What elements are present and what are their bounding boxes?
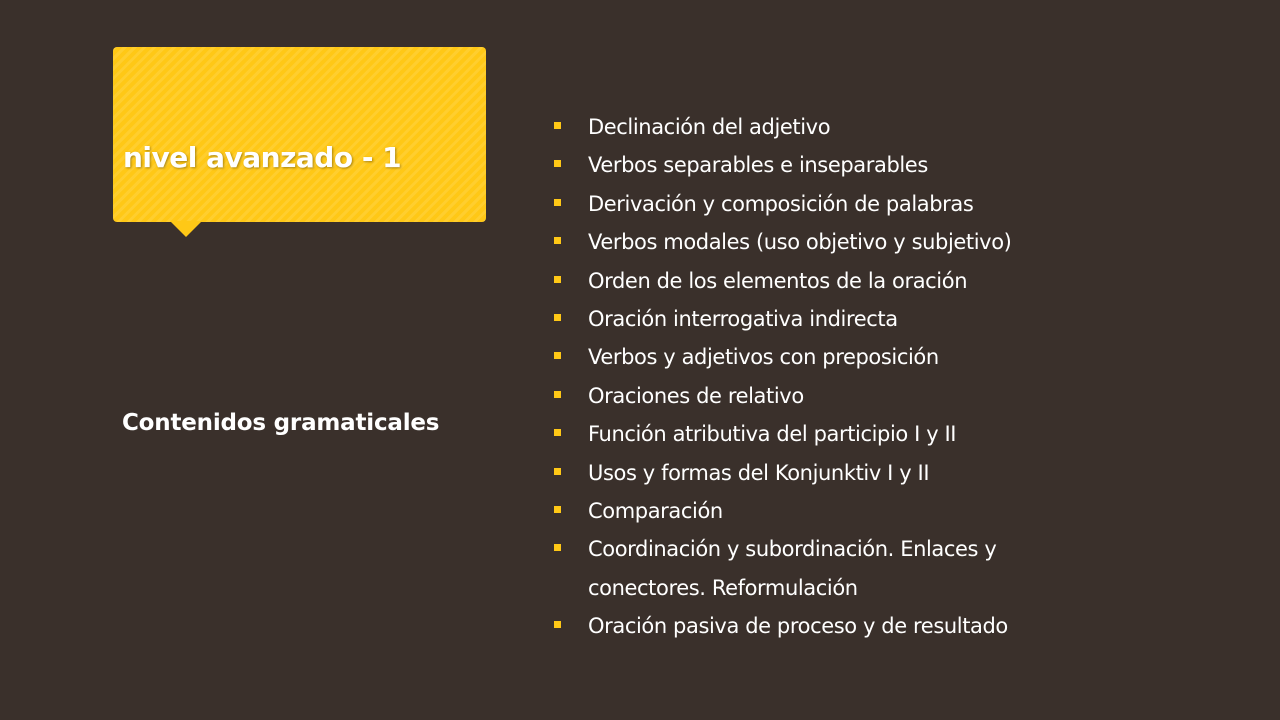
grammar-topics-list [552, 108, 1072, 646]
square-bullet-icon [554, 429, 561, 436]
list-item [552, 377, 1072, 415]
square-bullet-icon [554, 621, 561, 628]
list-item [552, 185, 1072, 223]
square-bullet-icon [554, 352, 561, 359]
square-bullet-icon [554, 506, 561, 513]
list-item-text: Declinación del adjetivo [588, 115, 831, 139]
list-item [552, 454, 1072, 492]
list-item [552, 530, 1072, 607]
list-item [552, 415, 1072, 453]
list-item-text: Oración interrogativa indirecta [588, 307, 898, 332]
list-item-text: Oraciones de relativo [588, 383, 804, 408]
list-item-text: Comparación [588, 499, 723, 524]
callout-pointer [170, 221, 202, 237]
list-item-text: Usos y formas del Konjunktiv I y II [588, 460, 930, 485]
list-item-text: Verbos separables e inseparables [588, 153, 928, 178]
slide-title: nivel avanzado - 1 [123, 141, 402, 174]
list-item [552, 146, 1072, 184]
list-item [552, 300, 1072, 338]
list-item [552, 338, 1072, 376]
square-bullet-icon [554, 544, 561, 551]
list-item-text: Oración pasiva de proceso y de resultado [588, 614, 1008, 639]
list-item-text: Verbos modales (uso objetivo y subjetivo) [588, 230, 1012, 255]
square-bullet-icon [554, 468, 561, 475]
list-item-text: Función atributiva del participio I y II [588, 422, 957, 447]
list-item [552, 492, 1072, 530]
list-item-text: Verbos y adjetivos con preposición [588, 345, 939, 370]
list-item [552, 607, 1072, 645]
square-bullet-icon [554, 122, 561, 129]
list-item-text: Orden de los elementos de la oración [588, 268, 968, 293]
title-callout-box [113, 47, 486, 222]
list-item-text: Derivación y composición de palabras [588, 191, 974, 216]
list-item-text: Coordinación y subordinación. Enlaces y conectores. Reformulación [588, 537, 997, 600]
slide-subtitle: Contenidos gramaticales [122, 410, 440, 436]
square-bullet-icon [554, 237, 561, 244]
list-item [552, 262, 1072, 300]
square-bullet-icon [554, 276, 561, 283]
square-bullet-icon [554, 160, 561, 167]
list-item [552, 223, 1072, 261]
square-bullet-icon [554, 199, 561, 206]
square-bullet-icon [554, 314, 561, 321]
square-bullet-icon [554, 391, 561, 398]
list-item [552, 108, 1072, 146]
